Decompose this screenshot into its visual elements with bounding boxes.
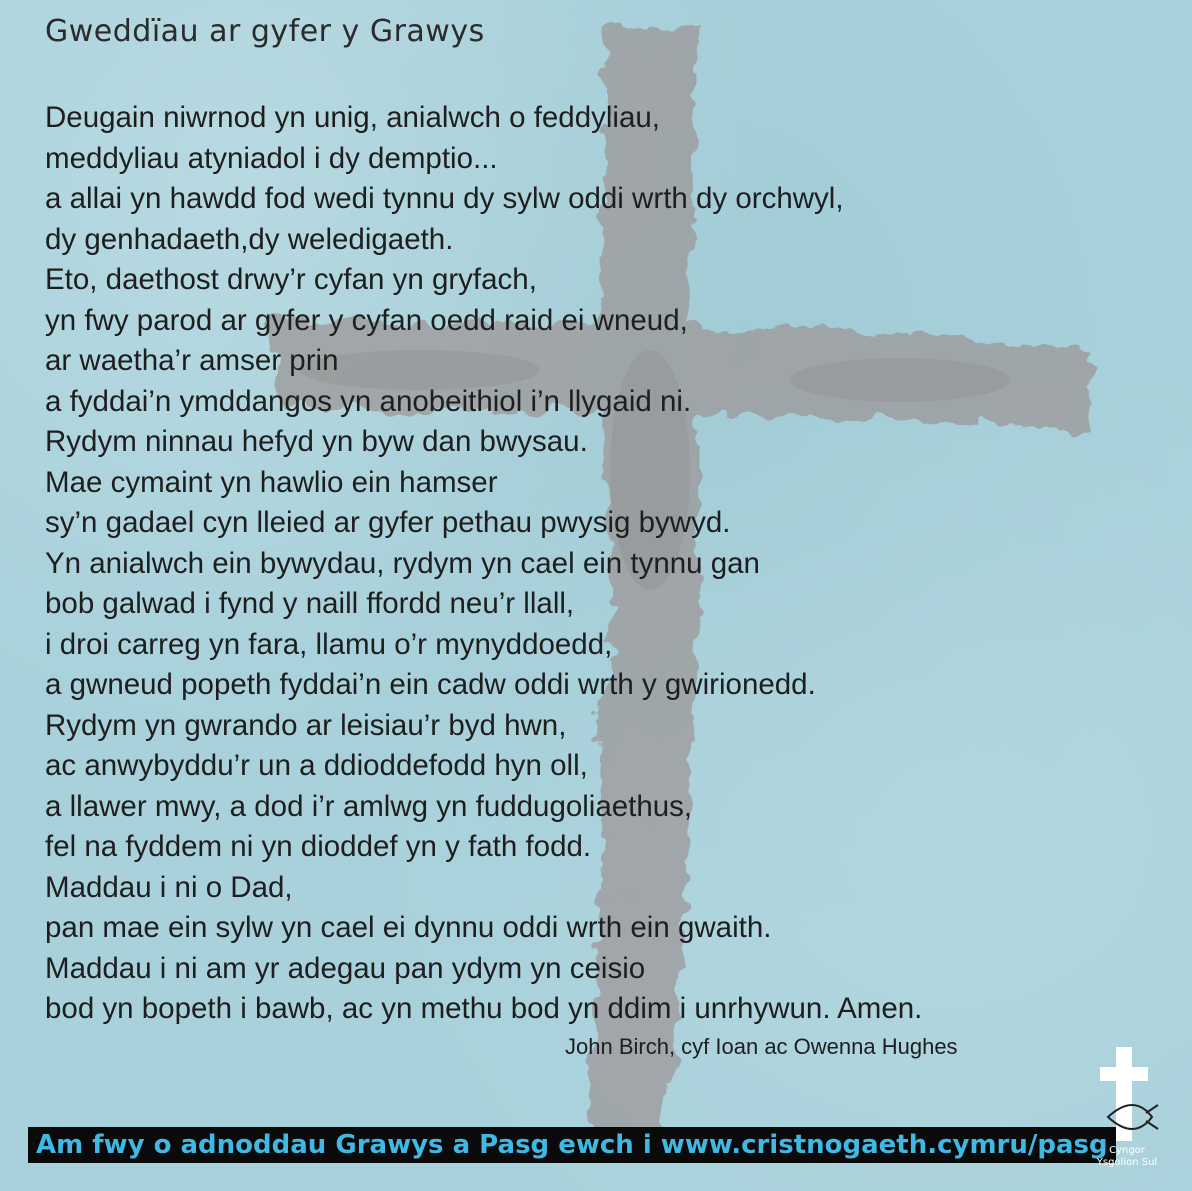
poem-line: Eto, daethost drwy’r cyfan yn gryfach, (45, 263, 537, 296)
poem-line: Maddau i ni o Dad, (45, 870, 293, 904)
poem-line: pan mae ein sylw yn cael ei dynnu oddi wrth ein gwaith. (45, 911, 772, 944)
poem-line: meddyliau atyniadol i dy demptio... (45, 141, 498, 175)
cyngor-ysgolion-sul-logo (1086, 1045, 1168, 1185)
page-title: Gweddïau ar gyfer y Grawys (45, 14, 485, 49)
poem-line: fel na fyddem ni yn dioddef yn y fath fodd. (45, 830, 592, 863)
poem-line: Yn anialwch ein bywydau, rydym yn cael ein tynnu gan (45, 546, 760, 580)
poem-line: a llawer mwy, a dod i’r amlwg yn fuddugoliaethus, (45, 789, 693, 823)
poem-line: bod yn bopeth i bawb, ac yn methu bod yn ddim i unrhywun. Amen. (45, 992, 923, 1025)
poem-line: yn fwy parod ar gyfer y cyfan oedd raid ei wneud, (45, 303, 688, 337)
poem-line: bob galwad i fynd y naill ffordd neu’r llall, (45, 587, 575, 620)
poem-line: Maddau i ni am yr adegau pan ydym yn ceisio (45, 951, 646, 985)
poem-line: i droi carreg yn fara, llamu o’r mynyddoedd, (45, 627, 613, 661)
poem-line: dy genhadaeth,dy weledigaeth. (45, 222, 454, 256)
poem-line: ac anwybyddu’r un a ddioddefodd hyn oll, (45, 749, 588, 782)
cross-fish-icon (1086, 1045, 1168, 1145)
attribution: John Birch, cyf Ioan ac Owenna Hughes (565, 1034, 958, 1059)
poem-line: sy’n gadael cyn lleied ar gyfer pethau pwysig bywyd. (45, 506, 731, 539)
logo-line-2: Ysgolion Sul (1096, 1157, 1158, 1168)
poem-line: Rydym ninnau hefyd yn byw dan bwysau. (45, 425, 588, 458)
poem-line: Deugain niwrnod yn unig, anialwch o feddyliau, (45, 101, 660, 134)
resources-link-banner[interactable]: Am fwy o adnoddau Grawys a Pasg ewch i www.cristnogaeth.cymru/pasg (28, 1127, 1116, 1163)
poem-line: a gwneud popeth fyddai’n ein cadw oddi wrth y gwirionedd. (45, 668, 816, 701)
poem-line: Rydym yn gwrando ar leisiau’r byd hwn, (45, 708, 567, 742)
poem-line: a allai yn hawdd fod wedi tynnu dy sylw oddi wrth dy orchwyl, (45, 182, 844, 215)
logo-line-1: Cyngor (1109, 1145, 1145, 1156)
prayer-text (45, 98, 1165, 1030)
poem-line: a fyddai’n ymddangos yn anobeithiol i’n llygaid ni. (45, 384, 692, 418)
poem-line: ar waetha’r amser prin (45, 344, 339, 377)
poem-line: Mae cymaint yn hawlio ein hamser (45, 465, 498, 499)
